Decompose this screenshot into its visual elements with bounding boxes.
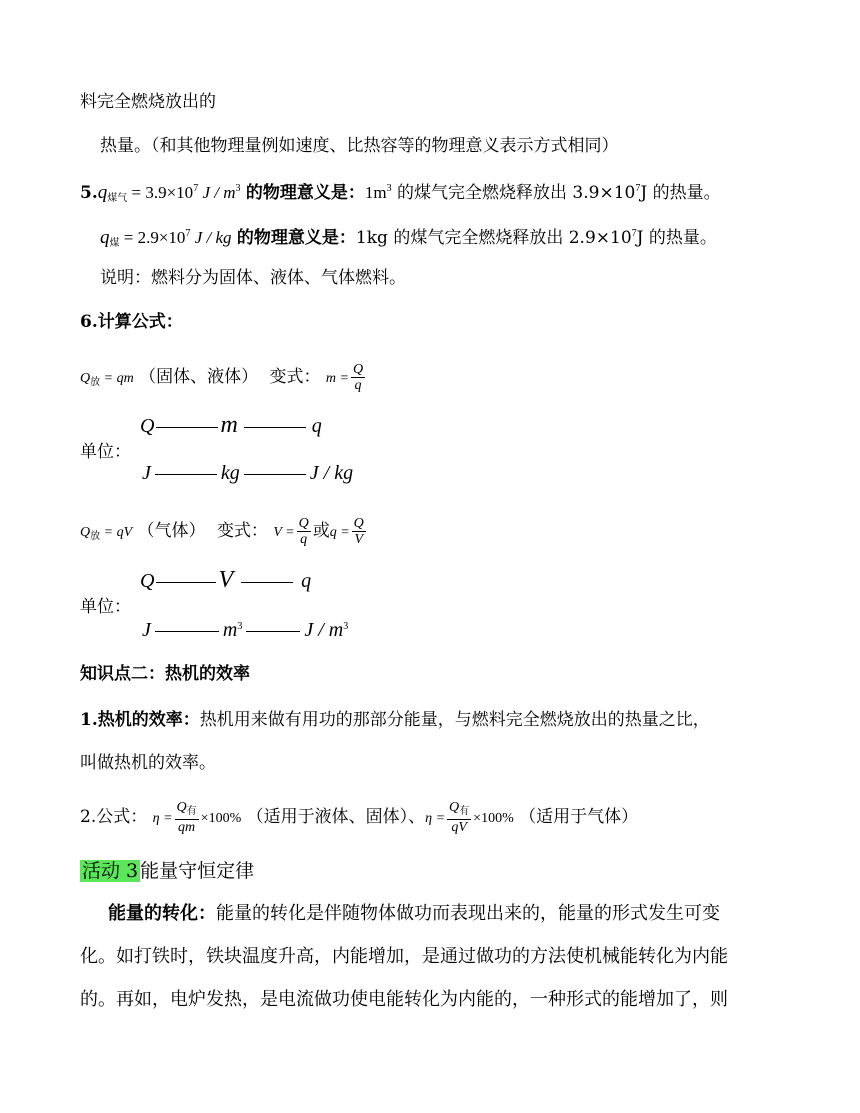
unit-label: 单位：: [80, 442, 131, 462]
unit-row-quantities: Q m q: [140, 412, 322, 438]
text-line: 的。再如，电炉发热，是电流做功使电能转化为内能的，一种形式的能增加了，则: [80, 989, 728, 1010]
text-line: 能量的转化：能量的转化是伴随物体做功而表现出来的，能量的形式发生可变: [108, 903, 720, 924]
section-heading: 知识点二：热机的效率: [80, 664, 250, 684]
meaning-gas-line: $5.q_{煤气} = 3.9\times 10^7$ J / $m^3$ 的物理意义是：$1m^3$ 的煤气完全燃烧释放出 $3.9\times 10^7J$ 的热量。: [80, 182, 721, 204]
text-line: 热量。（和其他物理量例如速度、比热容等的物理意义表示方式相同）: [100, 136, 619, 156]
fraction: $\frac{Q_有}{qV}$: [449, 800, 470, 835]
text-line: 叫做热机的效率。: [80, 753, 216, 773]
unit-row-units: J kg J / kg: [142, 462, 354, 484]
unit-label: 单位：: [80, 597, 131, 617]
unit-row-quantities: Q V q: [140, 567, 312, 593]
fraction: $\frac{Q}{q}$: [352, 362, 364, 393]
efficiency-formula: 2.公式： η = $\frac{Q_有}{qm}$ ×100% （适用于液体、固体）、η = $\frac{Q_有}{qV}$ ×100% （适用于气体）: [80, 800, 639, 835]
unit-row-units: J $m^3$ J / $m^3$: [142, 619, 349, 641]
activity-badge: 活动 3: [82, 860, 139, 882]
text-line: 化。如打铁时，铁块温度升高，内能增加，是通过做功的方法使机械能转化为内能: [80, 946, 728, 967]
meaning-coal-line: $q_煤 = 2.9\times 10^7$ J / kg 的物理意义是：1kg 的煤气完全燃烧释放出 $2.9\times 10^7J$ 的热量。: [100, 227, 717, 249]
fraction: $\frac{Q}{q}$: [298, 516, 309, 547]
text-line: 1.热机的效率：热机用来做有用功的那部分能量，与燃料完全燃烧放出的热量之比，: [80, 710, 710, 730]
fraction: $\frac{Q_有}{qm}$: [176, 800, 197, 835]
activity-heading: 活动 3 能量守恒定律: [82, 860, 255, 882]
formula-solid-liquid: $Q_放$ = qm （固体、液体） 变式： m = $\frac{Q}{q}$: [80, 362, 364, 393]
section-heading: 6.计算公式：: [80, 312, 183, 332]
text-line: 说明：燃料分为固体、液体、气体燃料。: [100, 268, 406, 288]
text-line: 料完全燃烧放出的: [80, 92, 216, 112]
formula-gas: $Q_放$ = qV （气体） 变式： V = $\frac{Q}{q}$ 或q = $\frac{Q}{V}$: [80, 516, 364, 547]
fraction: $\frac{Q}{V}$: [353, 516, 364, 547]
